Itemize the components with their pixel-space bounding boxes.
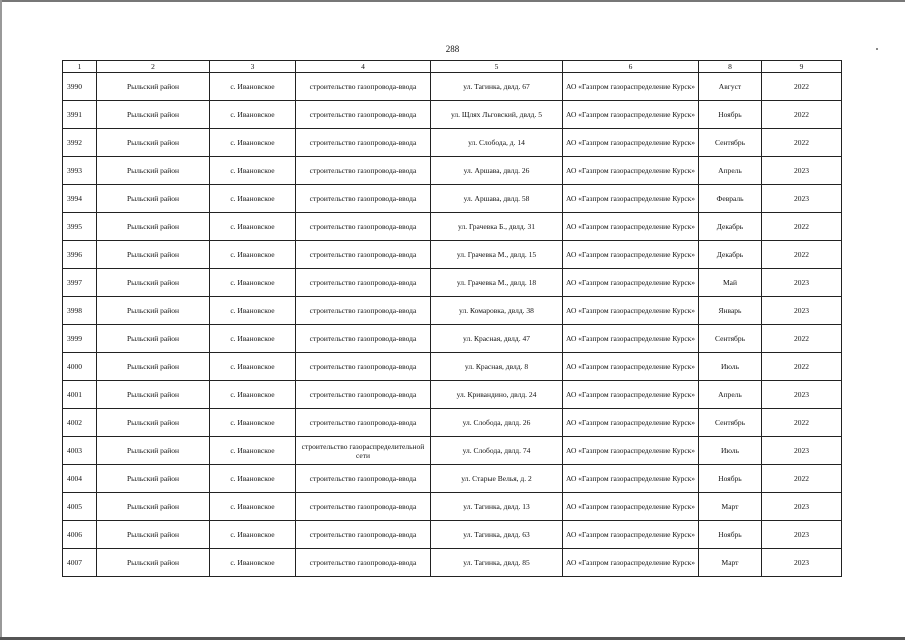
- row-number-cell: 3990: [63, 73, 97, 101]
- month-cell: Июль: [699, 353, 762, 381]
- table-row: [63, 549, 842, 577]
- year-cell: 2022: [762, 101, 842, 129]
- page-number: 288: [445, 44, 460, 54]
- organization-cell: АО «Газпром газораспределение Курск»: [563, 241, 699, 269]
- district-cell: Рыльский район: [97, 437, 210, 465]
- district-cell: Рыльский район: [97, 409, 210, 437]
- row-number-cell: 4002: [63, 409, 97, 437]
- year-cell: 2023: [762, 185, 842, 213]
- year-cell: 2022: [762, 241, 842, 269]
- settlement-cell: с. Ивановское: [210, 213, 296, 241]
- month-cell: Февраль: [699, 185, 762, 213]
- month-cell: Сентябрь: [699, 129, 762, 157]
- month-cell: Январь: [699, 297, 762, 325]
- year-cell: 2022: [762, 129, 842, 157]
- address-cell: ул. Красная, двлд. 47: [431, 325, 563, 353]
- table-row: [63, 409, 842, 437]
- organization-cell: АО «Газпром газораспределение Курск»: [563, 521, 699, 549]
- year-cell: 2023: [762, 493, 842, 521]
- month-cell: Декабрь: [699, 213, 762, 241]
- organization-cell: АО «Газпром газораспределение Курск»: [563, 325, 699, 353]
- row-number-cell: 4005: [63, 493, 97, 521]
- work-type-cell: строительство газопровода-ввода: [296, 269, 431, 297]
- row-number-cell: 4003: [63, 437, 97, 465]
- district-cell: Рыльский район: [97, 325, 210, 353]
- settlement-cell: с. Ивановское: [210, 325, 296, 353]
- organization-cell: АО «Газпром газораспределение Курск»: [563, 297, 699, 325]
- scan-edge-left: [0, 0, 2, 640]
- address-cell: ул. Щлях Льговский, двлд. 5: [431, 101, 563, 129]
- row-number-cell: 3992: [63, 129, 97, 157]
- district-cell: Рыльский район: [97, 241, 210, 269]
- table-row: [63, 521, 842, 549]
- table-row: [63, 241, 842, 269]
- month-cell: Май: [699, 269, 762, 297]
- table-row: [63, 493, 842, 521]
- gasification-table: [62, 60, 842, 577]
- work-type-cell: строительство газопровода-ввода: [296, 241, 431, 269]
- organization-cell: АО «Газпром газораспределение Курск»: [563, 269, 699, 297]
- work-type-cell: строительство газопровода-ввода: [296, 213, 431, 241]
- month-cell: Декабрь: [699, 241, 762, 269]
- district-cell: Рыльский район: [97, 213, 210, 241]
- address-cell: ул. Аршава, двлд. 58: [431, 185, 563, 213]
- row-number-cell: 4007: [63, 549, 97, 577]
- month-cell: Апрель: [699, 381, 762, 409]
- address-cell: ул. Тагинка, двлд. 85: [431, 549, 563, 577]
- month-cell: Апрель: [699, 157, 762, 185]
- settlement-cell: с. Ивановское: [210, 465, 296, 493]
- address-cell: ул. Грачевка М., двлд. 18: [431, 269, 563, 297]
- header-row: [63, 61, 842, 73]
- address-cell: ул. Комаровка, двлд. 38: [431, 297, 563, 325]
- address-cell: ул. Красная, двлд. 8: [431, 353, 563, 381]
- row-number-cell: 3994: [63, 185, 97, 213]
- organization-cell: АО «Газпром газораспределение Курск»: [563, 185, 699, 213]
- district-cell: Рыльский район: [97, 185, 210, 213]
- column-header: 4: [296, 61, 431, 73]
- year-cell: 2022: [762, 73, 842, 101]
- settlement-cell: с. Ивановское: [210, 241, 296, 269]
- district-cell: Рыльский район: [97, 129, 210, 157]
- district-cell: Рыльский район: [97, 465, 210, 493]
- work-type-cell: строительство газопровода-ввода: [296, 521, 431, 549]
- column-header: 2: [97, 61, 210, 73]
- settlement-cell: с. Ивановское: [210, 297, 296, 325]
- table-row: [63, 213, 842, 241]
- settlement-cell: с. Ивановское: [210, 381, 296, 409]
- work-type-cell: строительство газопровода-ввода: [296, 297, 431, 325]
- month-cell: Август: [699, 73, 762, 101]
- table-body: [63, 73, 842, 577]
- address-cell: ул. Грачевка М., двлд. 15: [431, 241, 563, 269]
- district-cell: Рыльский район: [97, 157, 210, 185]
- row-number-cell: 3991: [63, 101, 97, 129]
- year-cell: 2023: [762, 157, 842, 185]
- district-cell: Рыльский район: [97, 73, 210, 101]
- table-row: [63, 185, 842, 213]
- address-cell: ул. Тагинка, двлд. 63: [431, 521, 563, 549]
- settlement-cell: с. Ивановское: [210, 269, 296, 297]
- address-cell: ул. Тагинка, двлд. 13: [431, 493, 563, 521]
- settlement-cell: с. Ивановское: [210, 493, 296, 521]
- month-cell: Ноябрь: [699, 521, 762, 549]
- settlement-cell: с. Ивановское: [210, 73, 296, 101]
- organization-cell: АО «Газпром газораспределение Курск»: [563, 493, 699, 521]
- year-cell: 2023: [762, 269, 842, 297]
- column-header: 1: [63, 61, 97, 73]
- organization-cell: АО «Газпром газораспределение Курск»: [563, 73, 699, 101]
- column-header: 3: [210, 61, 296, 73]
- address-cell: ул. Слобода, д. 14: [431, 129, 563, 157]
- row-number-cell: 3995: [63, 213, 97, 241]
- district-cell: Рыльский район: [97, 381, 210, 409]
- year-cell: 2023: [762, 549, 842, 577]
- scan-edge-top: [0, 0, 905, 2]
- year-cell: 2022: [762, 213, 842, 241]
- table-row: [63, 297, 842, 325]
- work-type-cell: строительство газопровода-ввода: [296, 465, 431, 493]
- settlement-cell: с. Ивановское: [210, 129, 296, 157]
- district-cell: Рыльский район: [97, 521, 210, 549]
- year-cell: 2023: [762, 437, 842, 465]
- district-cell: Рыльский район: [97, 101, 210, 129]
- month-cell: Сентябрь: [699, 325, 762, 353]
- district-cell: Рыльский район: [97, 269, 210, 297]
- settlement-cell: с. Ивановское: [210, 101, 296, 129]
- work-type-cell: строительство газопровода-ввода: [296, 101, 431, 129]
- work-type-cell: строительство газопровода-ввода: [296, 157, 431, 185]
- settlement-cell: с. Ивановское: [210, 409, 296, 437]
- year-cell: 2023: [762, 381, 842, 409]
- month-cell: Март: [699, 493, 762, 521]
- year-cell: 2023: [762, 521, 842, 549]
- row-number-cell: 4000: [63, 353, 97, 381]
- address-cell: ул. Кривандино, двлд. 24: [431, 381, 563, 409]
- address-cell: ул. Грачевка Б., двлд. 31: [431, 213, 563, 241]
- work-type-cell: строительство газопровода-ввода: [296, 73, 431, 101]
- district-cell: Рыльский район: [97, 353, 210, 381]
- organization-cell: АО «Газпром газораспределение Курск»: [563, 101, 699, 129]
- organization-cell: АО «Газпром газораспределение Курск»: [563, 381, 699, 409]
- table-row: [63, 465, 842, 493]
- district-cell: Рыльский район: [97, 297, 210, 325]
- organization-cell: АО «Газпром газораспределение Курск»: [563, 437, 699, 465]
- table-row: [63, 353, 842, 381]
- row-number-cell: 3999: [63, 325, 97, 353]
- address-cell: ул. Тагинка, двлд. 67: [431, 73, 563, 101]
- row-number-cell: 3996: [63, 241, 97, 269]
- address-cell: ул. Старые Велья, д. 2: [431, 465, 563, 493]
- column-header: 6: [563, 61, 699, 73]
- month-cell: Март: [699, 549, 762, 577]
- column-header: 5: [431, 61, 563, 73]
- organization-cell: АО «Газпром газораспределение Курск»: [563, 409, 699, 437]
- work-type-cell: строительство газопровода-ввода: [296, 129, 431, 157]
- address-cell: ул. Слобода, двлд. 74: [431, 437, 563, 465]
- table-row: [63, 269, 842, 297]
- organization-cell: АО «Газпром газораспределение Курск»: [563, 157, 699, 185]
- row-number-cell: 4001: [63, 381, 97, 409]
- work-type-cell: строительство газопровода-ввода: [296, 409, 431, 437]
- table-row: [63, 129, 842, 157]
- settlement-cell: с. Ивановское: [210, 185, 296, 213]
- month-cell: Ноябрь: [699, 465, 762, 493]
- organization-cell: АО «Газпром газораспределение Курск»: [563, 353, 699, 381]
- organization-cell: АО «Газпром газораспределение Курск»: [563, 549, 699, 577]
- district-cell: Рыльский район: [97, 493, 210, 521]
- table-row: [63, 437, 842, 465]
- work-type-cell: строительство газопровода-ввода: [296, 493, 431, 521]
- work-type-cell: строительство газораспределительной сети: [296, 437, 431, 465]
- row-number-cell: 3993: [63, 157, 97, 185]
- year-cell: 2023: [762, 297, 842, 325]
- month-cell: Июль: [699, 437, 762, 465]
- organization-cell: АО «Газпром газораспределение Курск»: [563, 129, 699, 157]
- year-cell: 2022: [762, 409, 842, 437]
- settlement-cell: с. Ивановское: [210, 353, 296, 381]
- address-cell: ул. Аршава, двлд. 26: [431, 157, 563, 185]
- year-cell: 2022: [762, 325, 842, 353]
- row-number-cell: 4004: [63, 465, 97, 493]
- work-type-cell: строительство газопровода-ввода: [296, 549, 431, 577]
- organization-cell: АО «Газпром газораспределение Курск»: [563, 213, 699, 241]
- address-cell: ул. Слобода, двлд. 26: [431, 409, 563, 437]
- work-type-cell: строительство газопровода-ввода: [296, 185, 431, 213]
- table-row: [63, 157, 842, 185]
- table-row: [63, 381, 842, 409]
- month-cell: Сентябрь: [699, 409, 762, 437]
- settlement-cell: с. Ивановское: [210, 437, 296, 465]
- year-cell: 2022: [762, 353, 842, 381]
- row-number-cell: 3998: [63, 297, 97, 325]
- table-row: [63, 73, 842, 101]
- organization-cell: АО «Газпром газораспределение Курск»: [563, 465, 699, 493]
- year-cell: 2022: [762, 465, 842, 493]
- settlement-cell: с. Ивановское: [210, 157, 296, 185]
- table-row: [63, 325, 842, 353]
- work-type-cell: строительство газопровода-ввода: [296, 325, 431, 353]
- column-header: 9: [762, 61, 842, 73]
- district-cell: Рыльский район: [97, 549, 210, 577]
- work-type-cell: строительство газопровода-ввода: [296, 353, 431, 381]
- month-cell: Ноябрь: [699, 101, 762, 129]
- column-header: 8: [699, 61, 762, 73]
- row-number-cell: 4006: [63, 521, 97, 549]
- table-row: [63, 101, 842, 129]
- settlement-cell: с. Ивановское: [210, 521, 296, 549]
- settlement-cell: с. Ивановское: [210, 549, 296, 577]
- row-number-cell: 3997: [63, 269, 97, 297]
- work-type-cell: строительство газопровода-ввода: [296, 381, 431, 409]
